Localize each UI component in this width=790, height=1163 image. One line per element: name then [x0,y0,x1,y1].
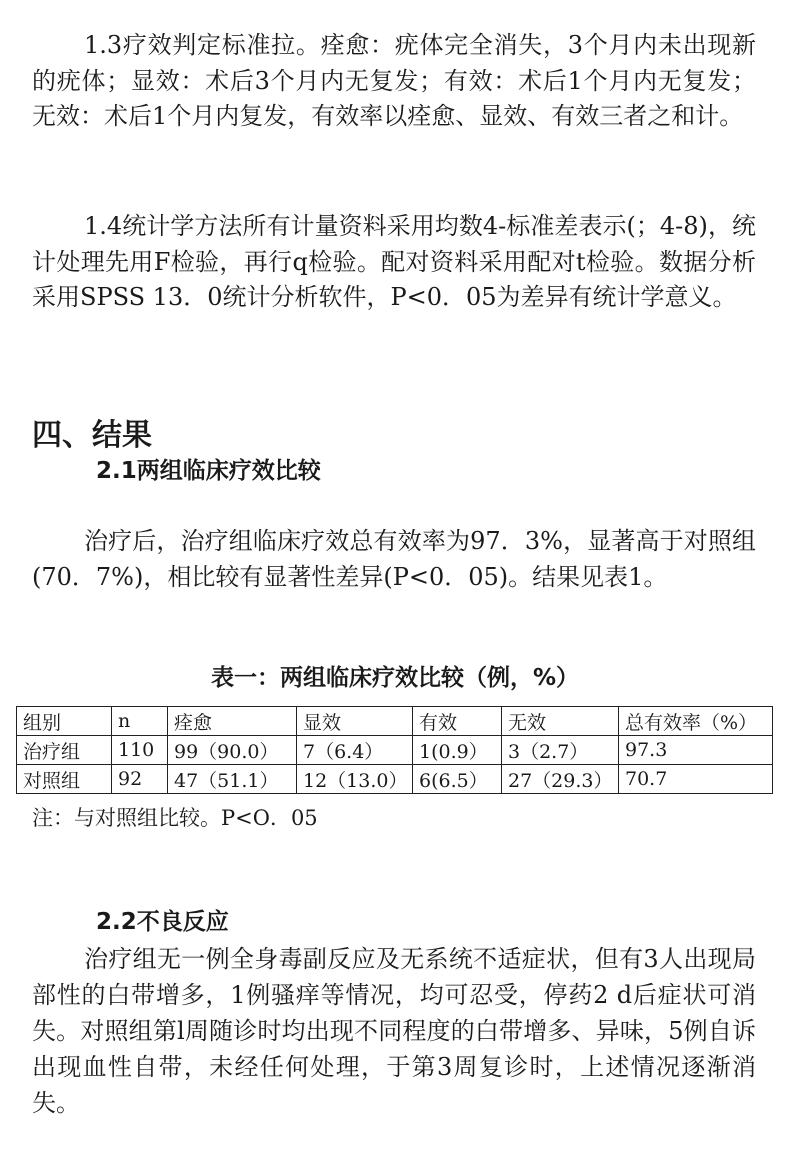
table-row [17,765,773,794]
table-cell: 7（6.4） [297,736,413,765]
col-header-n: n [112,707,168,736]
table-cell: 治疗组 [17,736,112,765]
table-cell: 99（90.0） [168,736,297,765]
table-title: 表一：两组临床疗效比较（例，%） [210,665,580,691]
subheading-2-1: 2.1两组临床疗效比较 [96,458,321,484]
subheading-2-2: 2.2不良反应 [96,909,229,935]
table-note: 注：与对照组比较。P<O．05 [32,806,318,830]
table-cell: 110 [112,736,168,765]
col-header-ineffective: 无效 [502,707,619,736]
paragraph-1-4: 1.4统计学方法所有计量资料采用均数4-标准差表示(；4-8)，统计处理先用F检验，再行q检验。配对资料采用配对t检验。数据分析采用SPSS 13．0统计分析软件，P<0．05为差异有统计学意义。 [32,212,756,311]
section-heading-results: 四、结果 [32,418,152,453]
table-cell: 92 [112,765,168,794]
paragraph-1-3: 1.3疗效判定标准拉。痊愈：疣体完全消失，3个月内未出现新的疣体；显效：术后3个月内无复发；有效：术后1个月内无复发；无效：术后1个月内复发，有效率以痊愈、显效、有效三者之和计。 [32,31,756,130]
paragraph-2-1: 治疗后，治疗组临床疗效总有效率为97．3%，显著高于对照组(70．7%)，相比较有显著性差异(P<0．05)。结果见表1。 [32,527,756,591]
table-cell: 3（2.7） [502,736,619,765]
col-header-total-rate: 总有效率（%） [619,707,773,736]
table-cell: 12（13.0） [297,765,413,794]
results-table [16,706,773,794]
col-header-cured: 痊愈 [168,707,297,736]
table-cell: 47（51.1） [168,765,297,794]
table-header-row [17,707,773,736]
table-cell: 6(6.5） [413,765,502,794]
table-cell: 27（29.3） [502,765,619,794]
table-cell: 97.3 [619,736,773,765]
table-cell: 70.7 [619,765,773,794]
table-cell: 对照组 [17,765,112,794]
table-row [17,736,773,765]
table-cell: 1(0.9） [413,736,502,765]
col-header-marked: 显效 [297,707,413,736]
paragraph-2-2: 治疗组无一例全身毒副反应及无系统不适症状，但有3人出现局部性的白带增多，1例骚痒等情况，均可忍受，停药2 d后症状可消失。对照组第l周随诊时均出现不同程度的白带增多、异味，5例自诉出现血性自带，未经任何处理，于第3周复诊时，上述情况逐渐消失。 [32,945,756,1117]
col-header-effective: 有效 [413,707,502,736]
col-header-group: 组别 [17,707,112,736]
